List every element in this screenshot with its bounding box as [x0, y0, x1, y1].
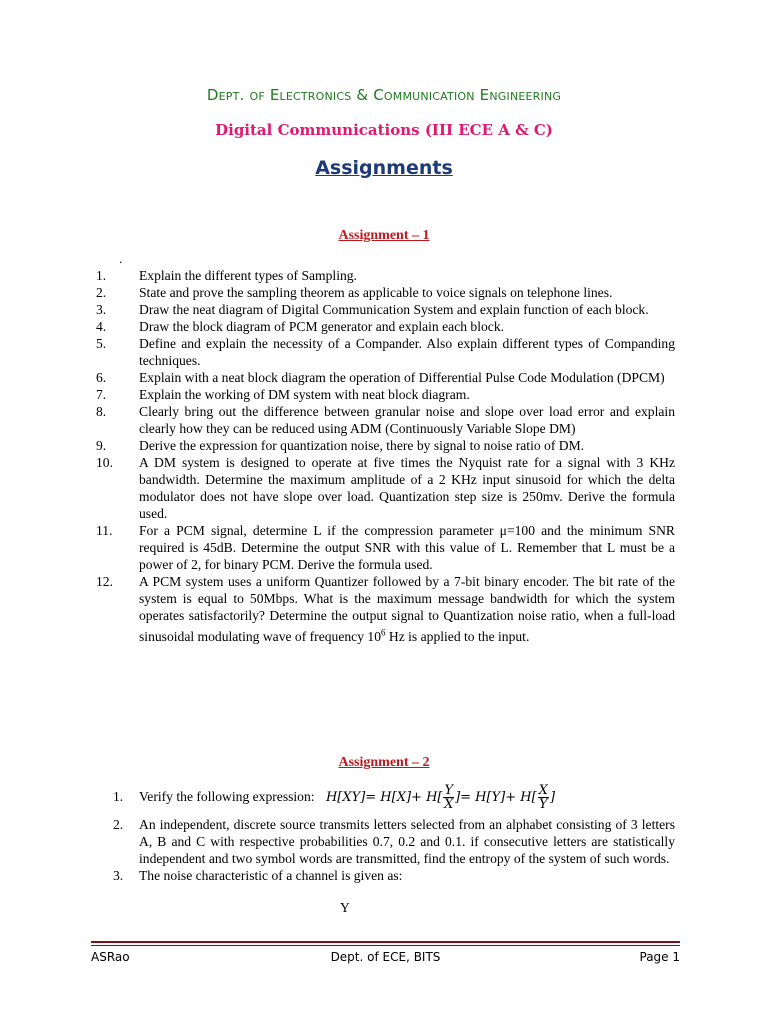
question-number: 2.	[96, 285, 107, 300]
footer-rule	[91, 941, 680, 943]
page-footer	[91, 950, 680, 968]
formula-part: H[XY]= H[X]+ H[	[325, 790, 443, 805]
question-item	[0, 369, 675, 386]
question-text: Clearly bring out the difference between granular noise and slope over load error and explain clearly how they can be reduced using ADM (Continuously Variable Slope DM)	[139, 404, 675, 436]
fraction-denominator: Y	[539, 797, 548, 812]
question-text	[139, 574, 675, 644]
question-text: An independent, discrete source transmits letters selected from an alphabet consisting of 3 letters A, B and C with respective probabilities 0.7, 0.2 and 0.1. if consecutive letters are statistically independent and two symbol words are transmitted, find the entropy of the system of such words.	[139, 817, 675, 866]
entropy-formula	[325, 783, 556, 812]
page-title: Assignments	[315, 157, 453, 179]
footer-author: ASRao	[91, 950, 130, 964]
stray-dot: .	[119, 251, 123, 266]
formula-part: ]	[549, 790, 556, 805]
page-number: Page 1	[639, 950, 680, 964]
question-item	[0, 867, 675, 884]
question-number: 5.	[96, 336, 107, 351]
question-number: 1.	[96, 268, 107, 283]
question-number: 4.	[96, 319, 107, 334]
question-item	[0, 301, 675, 318]
question-text: Verify the following expression:	[139, 789, 315, 804]
question-number: 1.	[113, 789, 124, 804]
question-text: A DM system is designed to operate at five times the Nyquist rate for a signal with 3 KHz bandwidth. Determine the maximum amplitude of a 2 KHz input sinusoid for which the delta modulator does not have slope over load. Quantization step size is 250mv. Derive the formula used.	[139, 455, 675, 521]
course-heading: Digital Communications (III ECE A & C)	[215, 121, 553, 139]
question-item	[0, 816, 675, 867]
question-item	[0, 454, 675, 522]
question-text: Explain the different types of Sampling.	[139, 268, 357, 283]
question-number: 12.	[96, 574, 113, 589]
assignment-1-heading: Assignment – 1	[338, 228, 430, 243]
question-item	[0, 437, 675, 454]
fraction	[443, 784, 454, 811]
matrix-axis-label: Y	[340, 900, 350, 915]
question-text: Draw the neat diagram of Digital Communication System and explain function of each block.	[139, 302, 649, 317]
footer-rule-thin	[91, 945, 680, 946]
question-text: Define and explain the necessity of a Compander. Also explain different types of Companding techniques.	[139, 336, 675, 368]
question-number: 6.	[96, 370, 107, 385]
superscript-exponent: 6	[381, 627, 386, 637]
question-number: 2.	[113, 817, 124, 832]
question-number: 10.	[96, 455, 113, 470]
department-heading: Dept. of Electronics & Communication Engineering	[206, 86, 562, 104]
assignment-2-heading: Assignment – 2	[338, 755, 430, 770]
question-item	[0, 522, 675, 573]
question-item	[0, 267, 675, 284]
question-number: 11.	[96, 523, 113, 538]
question-number: 9.	[96, 438, 107, 453]
question-text: For a PCM signal, determine L if the compression parameter μ=100 and the minimum SNR required is 45dB. Determine the output SNR with this value of L. Remember that L must be a power of 2, for binary PCM. Derive the formula used.	[139, 523, 675, 572]
question-text-part: A PCM system uses a uniform Quantizer followed by a 7-bit binary encoder. The bit rate of the system is equal to 50Mbps. What is the maximum message bandwidth for which the system operates satisfactorily? Determine the output signal to Quantization noise ratio, when a full-load sinusoidal modulating wave of frequency 10	[139, 574, 675, 644]
question-item	[0, 573, 675, 645]
question-number: 8.	[96, 404, 107, 419]
question-item	[0, 335, 675, 369]
question-text-part: Hz is applied to the input.	[385, 628, 530, 644]
question-number: 3.	[96, 302, 107, 317]
question-text: The noise characteristic of a channel is given as:	[139, 868, 403, 883]
question-item	[0, 779, 675, 815]
question-item	[0, 386, 675, 403]
formula-part: ]= H[Y]+ H[	[455, 790, 537, 805]
question-text: Derive the expression for quantization noise, there by signal to noise ratio of DM.	[139, 438, 585, 453]
question-text: Explain the working of DM system with neat block diagram.	[139, 387, 470, 402]
question-number: 7.	[96, 387, 107, 402]
fraction-numerator: Y	[444, 783, 454, 798]
question-text: State and prove the sampling theorem as applicable to voice signals on telephone lines.	[139, 285, 613, 300]
fraction-numerator: X	[538, 783, 548, 798]
footer-department: Dept. of ECE, BITS	[330, 950, 441, 964]
question-item	[0, 284, 675, 301]
question-number: 3.	[113, 868, 124, 883]
question-text: Draw the block diagram of PCM generator and explain each block.	[139, 319, 505, 334]
question-text: Explain with a neat block diagram the operation of Differential Pulse Code Modulation (DPCM)	[139, 370, 665, 385]
assignment-2-questions	[0, 779, 768, 884]
assignment-1-questions	[0, 267, 768, 645]
question-item	[0, 403, 675, 437]
fraction-denominator: X	[444, 797, 454, 812]
question-item	[0, 318, 675, 335]
fraction	[538, 784, 549, 811]
